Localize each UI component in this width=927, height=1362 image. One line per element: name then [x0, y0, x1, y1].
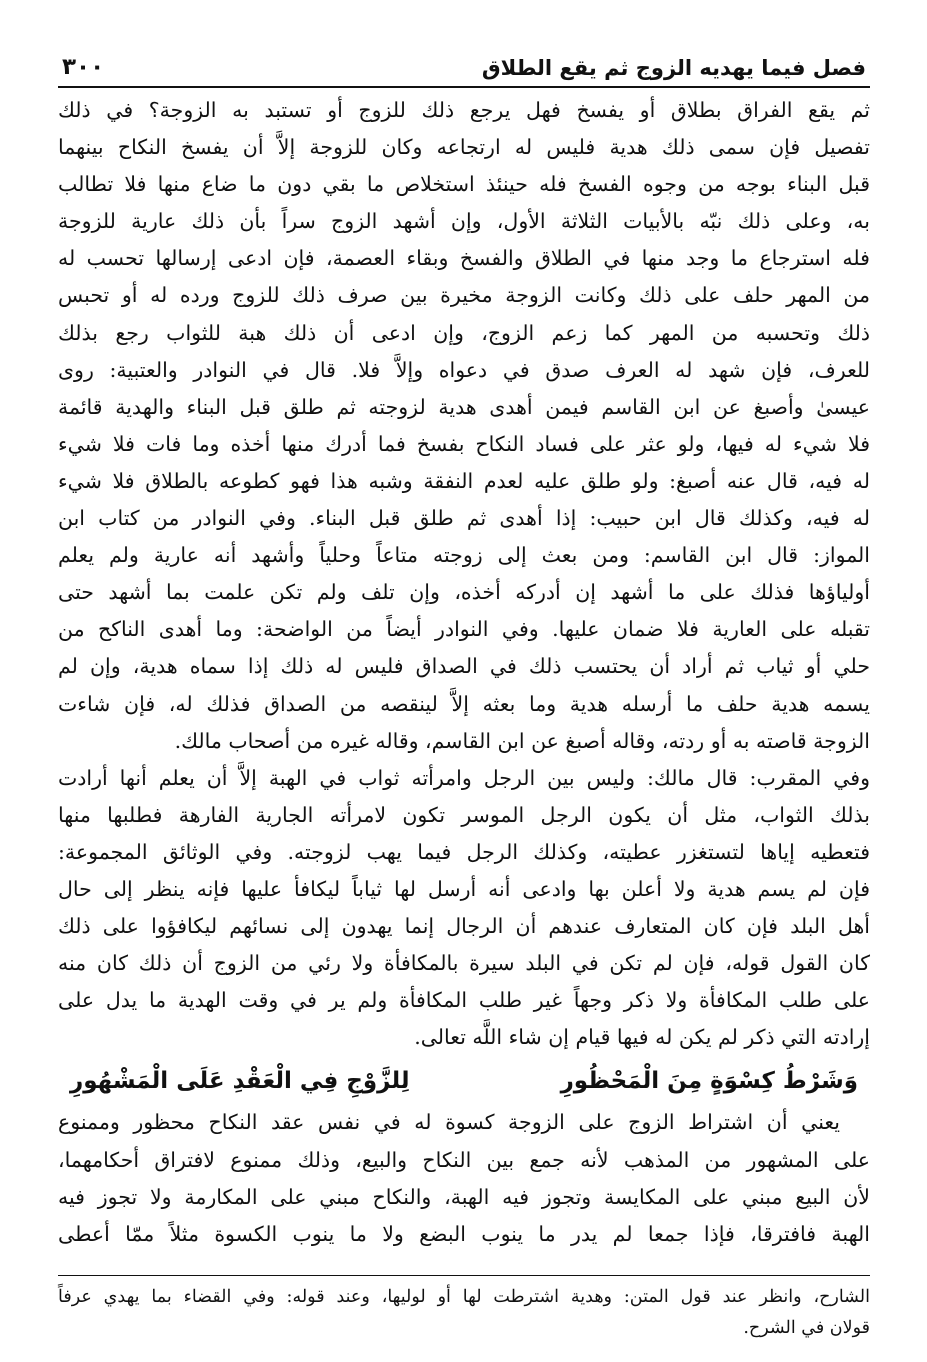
text-line: حلي أو ثياب ثم أراد أن يحتسب ذلك في الصداق فليس له ذلك إذا سماه هدية، وإن لم: [58, 654, 870, 679]
text-line: بذلك الثواب، مثل أن يكون الرجل الموسر تكون لامرأته الجارية الفارهة فطلبها منها: [58, 802, 870, 827]
text-line: فتعطيه إياها لتستغزر عطيته، وكذلك الرجل فيما يهب لزوجته. وفي الوثائق المجموعة:: [58, 839, 870, 864]
text-line: فلا شيء له فيها، ولو عثر على فساد النكاح بفسخ فما أدرك منها أخذه وما فات فلا شيء: [58, 431, 870, 456]
commentary-line: الهبة فافترقا، فإذا جمعا لم يدر ما ينوب البضع ولا ما ينوب الكسوة مثلاً ممّا أعطى: [58, 1221, 870, 1246]
commentary-line: يعني أن اشتراط الزوج على الزوجة كسوة له في نفس عقد النكاح محظور وممنوع: [58, 1110, 840, 1135]
footnote-line: الشارح، وانظر عند قول المتن: وهدية اشترطت لها أو لوليها، وعند قوله: وفي القضاء بما يهدي عرفاً: [58, 1286, 870, 1307]
text-line: له فيه، قال عنه أصبغ: ولو طلق عليه لعدم النفقة وشبه هذا فهو كطوعه بالطلاق فلا شيء: [58, 468, 870, 493]
main-text: [58, 92, 870, 1056]
text-line: أهل البلد فإن كان المتعارف عندهم أن الرجال إنما يهدون إلى نسائهم ليكافؤوا على ذلك: [58, 914, 870, 939]
text-line: إرادته التي ذكر لم يكن له فيها قيام إن شاء اللَّه تعالى.: [414, 1025, 870, 1050]
footnote-line: قولان في الشرح.: [743, 1317, 870, 1338]
poem-verse: [58, 1058, 870, 1104]
text-line: عيسىٰ وأصبغ عن ابن القاسم فيمن أهدى هدية لزوجته ثم طلق قبل البناء والهدية قائمة: [58, 394, 870, 419]
text-line: الزوجة قاصته به أو ردته، وقاله أصبغ عن ابن القاسم، وقاله غيره من أصحاب مالك.: [174, 728, 870, 753]
footnotes: [58, 1282, 870, 1344]
commentary-text: [58, 1104, 870, 1252]
commentary-line: على المشهور من المذهب لأنه جمع بين النكاح والبيع، وذلك ممنوع لافتراق أحكامهما،: [58, 1147, 870, 1172]
book-page: [58, 50, 870, 1344]
page-number: ٣٠٠: [62, 54, 105, 80]
text-line: أولياؤها فذلك على ما أشهد إن أدركه أخذه، وإن تلف ولم تكن علمت بما أشهد حتى: [58, 580, 870, 605]
text-line: به، وعلى ذلك نبّه بالأبيات الثلاثة الأول، وإن أشهد الزوج سراً بأن ذلك عارية للزوجة: [58, 209, 871, 234]
text-line: له فيه، وكذلك قال ابن حبيب: إذا أهدى ثم طلق قبل البناء. وفي النوادر من كتاب ابن: [58, 506, 870, 531]
text-line: ثم يقع الفراق بطلاق أو يفسخ فهل يرجع ذلك للزوج أو تستبد به الزوجة؟ في ذلك: [58, 98, 870, 122]
page-header: [58, 50, 870, 80]
text-line: يسمه هدية حلف ما أرسله هدية وما بعثه إلاَّ لينقصه من الصداق فذلك له، فإن شاءت: [58, 691, 870, 716]
text-line: تقبله على العارية فلا ضمان عليها. وفي النوادر أيضاً من الواضحة: وما أهدى الناكح من: [58, 617, 870, 642]
header-rule: [58, 86, 870, 88]
text-line: قبل البناء بوجه من وجوه الفسخ فله حينئذ استخلاص ما بقي دون ما ضاع منها فلا تطالب: [58, 172, 870, 197]
verse-right-hemistich: وَشَرْطُ كِسْوَةٍ مِنَ الْمَحْظُورِ: [560, 1068, 858, 1095]
text-line: كان القول قوله، فإن لم تكن في البلد سيرة بالمكافأة ولا رئي من الزوج أن ذلك كان منه: [58, 951, 870, 976]
text-line: فإن لم يسم هدية ولا أعلن بها وادعى أنه أرسل لها ثياباً ليكافأ عليها فإنه ينظر إلى حال: [58, 876, 870, 901]
text-line: للعرف، فإن شهد له العرف صدق في دعواه وإلاَّ فلا. قال في النوادر والعتبية: روى: [58, 357, 870, 382]
text-line: على طلب المكافأة ولا ذكر وجهاً غير طلب المكافأة ولم ير في وقت الهدية ما يدل على: [58, 988, 870, 1013]
text-line: فله استرجاع ما وجد منها في الطلاق والفسخ وبقاء العصمة، فإن ادعى إرسالها تحسب له: [58, 246, 870, 271]
text-line: المواز: قال ابن القاسم: ومن بعث إلى زوجته متاعاً وحلياً وأشهد أنه عارية ولم يعلم: [58, 543, 870, 568]
verse-left-hemistich: لِلزَّوْجِ فِي الْعَقْدِ عَلَى الْمَشْهُورِ: [70, 1068, 410, 1095]
text-line: وفي المقرب: قال مالك: وليس بين الرجل وامرأته ثواب في الهبة إلاَّ أن يعلم أنها أرادت: [58, 765, 870, 790]
text-line: ذلك وتحسبه من المهر كما زعم الزوج، وإن ادعى أن ذلك هبة للثواب رجع بذلك: [58, 320, 870, 345]
running-title: فصل فيما يهديه الزوج ثم يقع الطلاق: [481, 56, 866, 80]
text-line: تفصيل فإن سمى ذلك هدية فليس له ارتجاعه وكان للزوجة إلاَّ أن يفسخ النكاح بينهما: [58, 135, 870, 160]
commentary-line: لأن البيع مبني على المكايسة وتجوز فيه الهبة، والنكاح مبني على المكارمة ولا تجوز فيه: [58, 1184, 870, 1209]
text-line: من المهر حلف على ذلك وكانت الزوجة مخيرة بين صرف ذلك للزوج ورده له أو تحبس: [58, 283, 870, 308]
footnote-rule: [58, 1275, 870, 1276]
